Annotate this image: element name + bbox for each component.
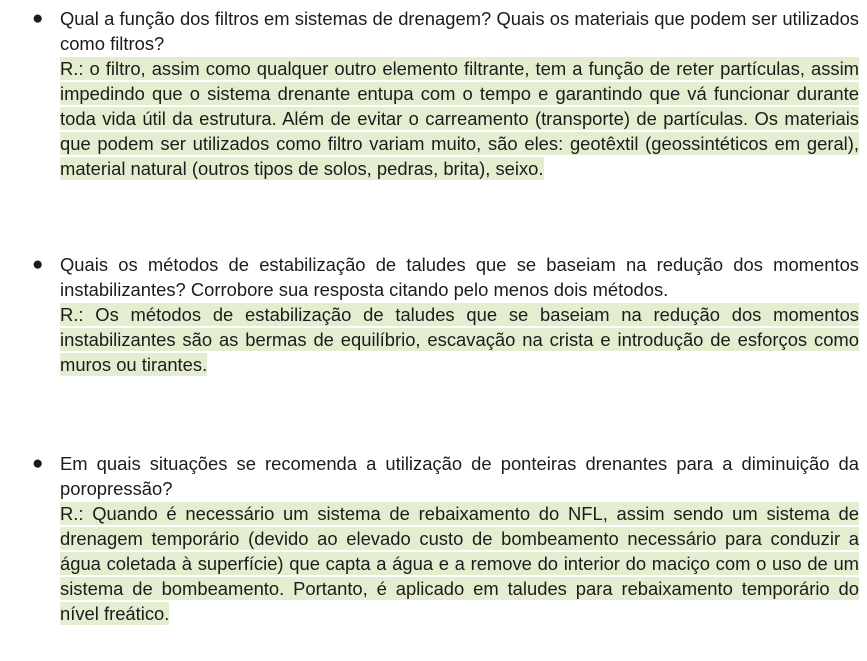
- question-text: Qual a função dos filtros em sistemas de drenagem? Quais os materiais que podem ser utilizados como filtros?: [60, 8, 859, 54]
- list-item: [24, 6, 859, 181]
- list-item: [24, 451, 859, 626]
- answer-text: R.: Os métodos de estabilização de taludes que se baseiam na redução dos momentos instabilizantes são as bermas de equilíbrio, escavação na crista e introdução de esforços como muros ou tirantes.: [60, 304, 859, 375]
- answer-block: [60, 302, 859, 377]
- answer-block: [60, 501, 859, 626]
- list-item-content: [60, 6, 859, 181]
- list-item-content: [60, 252, 859, 377]
- bullet-icon: ●: [32, 453, 44, 474]
- bullet-icon: ●: [32, 254, 44, 275]
- question-text: Em quais situações se recomenda a utilização de ponteiras drenantes para a diminuição da poropressão?: [60, 453, 859, 499]
- list-item: [24, 252, 859, 377]
- question-text: Quais os métodos de estabilização de taludes que se baseiam na redução dos momentos instabilizantes? Corrobore sua resposta citando pelo menos dois métodos.: [60, 254, 859, 300]
- list-item-content: [60, 451, 859, 626]
- answer-block: [60, 56, 859, 181]
- answer-text: R.: Quando é necessário um sistema de rebaixamento do NFL, assim sendo um sistema de drenagem temporário (devido ao elevado custo de bombeamento necessário para conduzir a água coletada à superfície) que capta a água e a remove do interior do maciço com o uso de um sistema de bombeamento. Portanto, é aplicado em taludes para rebaixamento temporário do nível freático.: [60, 503, 859, 624]
- bullet-icon: ●: [32, 8, 44, 29]
- answer-text: R.: o filtro, assim como qualquer outro elemento filtrante, tem a função de reter partículas, assim impedindo que o sistema drenante entupa com o tempo e garantindo que vá funcionar durante toda vida útil da estrutura. Além de evitar o carreamento (transporte) de partículas. Os materiais que podem ser utilizados como filtro variam muito, são eles: geotêxtil (geossintéticos em geral), material natural (outros tipos de solos, pedras, brita), seixo.: [60, 58, 859, 179]
